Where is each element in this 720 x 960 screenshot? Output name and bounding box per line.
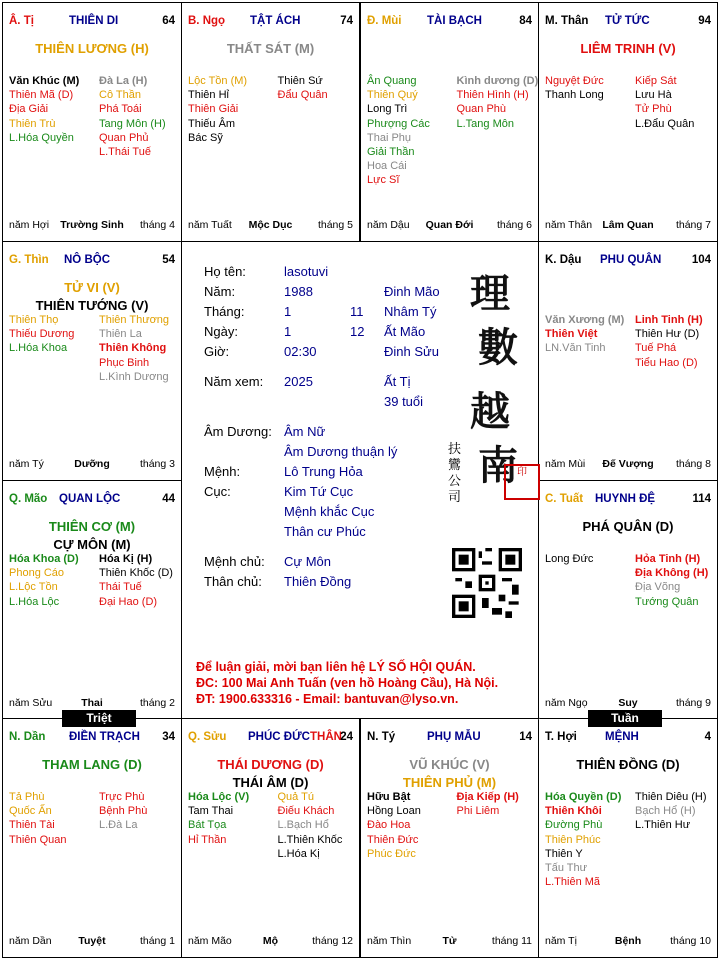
- center-row-canchi: Ất Mão: [384, 324, 426, 339]
- center-row-value: 1: [284, 304, 292, 319]
- center-row-value: 2025: [284, 374, 313, 389]
- minor-star: Thiên Giải: [188, 103, 239, 116]
- palace-branch: Q. Sửu: [188, 731, 227, 743]
- minor-star: Điếu Khách: [277, 805, 335, 818]
- center-row-label: Họ tên:: [204, 264, 246, 279]
- minor-star: Thiên Việt: [545, 328, 598, 341]
- minor-star: Thiên Tài: [9, 819, 55, 832]
- am-duong-value-1: Âm Nữ: [284, 424, 326, 439]
- palace-age: 14: [519, 731, 532, 743]
- minor-star: Tuế Phá: [635, 342, 677, 355]
- calligraphy-char-4: 南: [478, 442, 518, 489]
- major-star: THÁI DƯƠNG (D): [217, 757, 324, 772]
- footer-stage: Lâm Quan: [602, 219, 654, 231]
- palace-age: 94: [698, 15, 711, 27]
- minor-star: Địa Không (H): [635, 567, 709, 580]
- minor-star: Hóa Khoa (D): [9, 553, 79, 565]
- minor-star: L.Hóa Kị: [277, 847, 320, 860]
- footer-stage: Mộc Dục: [248, 219, 293, 231]
- contact-line-3: ĐT: 1900.633316 - Email: bantuvan@lyso.vn.: [196, 692, 459, 706]
- palace-name: PHU QUÂN: [600, 254, 662, 266]
- footer-month: tháng 2: [139, 697, 175, 709]
- palace-branch: Q. Mão: [9, 493, 48, 505]
- am-duong-value-2: Âm Dương thuận lý: [284, 444, 398, 459]
- minor-star: Hữu Bật: [367, 791, 411, 803]
- palace-branch: C. Tuất: [545, 493, 584, 505]
- major-star: THÁI ÂM (D): [232, 775, 309, 790]
- palace-branch: Â. Tị: [9, 15, 34, 27]
- minor-star: Đường Phù: [545, 819, 603, 832]
- footer-stage: Quan Đới: [425, 219, 474, 231]
- minor-star: Thiên Khốc (D): [99, 567, 173, 580]
- minor-star: Phi Liêm: [456, 805, 500, 818]
- palace-branch: T. Hợi: [545, 731, 577, 743]
- major-star: THIÊN CƠ (M): [48, 519, 136, 534]
- minor-star: L.Thiên Hư: [635, 819, 691, 832]
- footer-stage: Đế Vượng: [602, 458, 654, 470]
- cuc-value-1: Kim Tứ Cục: [284, 484, 354, 499]
- major-star: THIÊN PHỦ (M): [402, 775, 497, 790]
- minor-star: L.Thái Tuế: [99, 146, 151, 159]
- minor-star: Lực Sĩ: [367, 174, 400, 187]
- minor-star: Tiểu Hao (D): [635, 356, 698, 369]
- minor-star: L.Bạch Hổ: [277, 819, 329, 832]
- minor-star: Thái Tuế: [99, 581, 142, 594]
- minor-star: Thiên Khôi: [545, 805, 602, 818]
- minor-star: Thiên Quan: [9, 833, 67, 846]
- minor-star: Bác Sỹ: [188, 131, 223, 144]
- footer-month: tháng 5: [317, 219, 353, 231]
- center-row-value: 02:30: [284, 344, 317, 359]
- palace-name: THIÊN DI: [69, 15, 119, 27]
- center-row-canchi: Ất Tị: [384, 374, 411, 389]
- minor-star: Quả Tú: [277, 791, 314, 803]
- minor-star: Thiên Hư (D): [635, 328, 700, 341]
- minor-star: Tấu Thư: [545, 862, 588, 875]
- calligraphy-char-1: 理: [470, 270, 510, 317]
- footer-month: tháng 3: [139, 458, 175, 470]
- center-row-lunar: 12: [350, 324, 365, 339]
- minor-star: Phúc Đức: [367, 847, 416, 860]
- minor-star: Hóa Quyền (D): [545, 791, 622, 803]
- minor-star: Trực Phù: [99, 791, 145, 803]
- palace-branch: B. Ngọ: [188, 15, 226, 27]
- minor-star: Tang Môn (H): [99, 117, 166, 130]
- minor-star: Đại Hao (D): [99, 595, 158, 608]
- contact-line-2: ĐC: 100 Mai Anh Tuấn (ven hồ Hoàng Cầu), Hà Nội.: [196, 676, 499, 690]
- red-seal: 印: [504, 464, 540, 500]
- minor-star: Thiên Trù: [9, 117, 56, 130]
- minor-star: Lộc Tồn (M): [188, 75, 248, 87]
- minor-star: Hồng Loan: [367, 805, 421, 818]
- palace-branch: G. Thìn: [9, 254, 49, 266]
- minor-star: Quan Phù: [456, 103, 507, 116]
- footer-stage: Dưỡng: [74, 458, 110, 470]
- footer-year: năm Sửu: [9, 697, 53, 709]
- menh-label: Mệnh:: [204, 464, 241, 479]
- than-marker: THÂN: [310, 731, 342, 743]
- minor-star: L.Thiên Khốc: [277, 833, 343, 846]
- center-row-label: Ngày:: [204, 324, 238, 339]
- footer-stage: Mộ: [262, 935, 279, 947]
- palace-branch: M. Thân: [545, 15, 589, 27]
- minor-star: Thiên Đức: [367, 833, 419, 846]
- menh-chu-value: Cự Môn: [284, 554, 331, 569]
- minor-star: Quan Phủ: [99, 131, 149, 144]
- footer-month: tháng 6: [496, 219, 532, 231]
- palace-name: TẬT ÁCH: [250, 15, 301, 27]
- center-row-label: Năm xem:: [204, 374, 264, 389]
- palace-age: 114: [692, 493, 711, 505]
- palace-age: 104: [691, 254, 711, 266]
- palace-age: 44: [162, 493, 175, 505]
- minor-star: L.Hóa Khoa: [9, 342, 68, 355]
- qr-code: [452, 548, 522, 618]
- palace-name: ĐIỀN TRẠCH: [69, 731, 140, 743]
- minor-star: Thiên Thương: [99, 314, 170, 326]
- minor-star: Phục Binh: [99, 356, 150, 369]
- major-star: PHÁ QUÂN (D): [582, 519, 674, 534]
- footer-month: tháng 11: [491, 935, 532, 947]
- center-row-label: Giờ:: [204, 344, 230, 359]
- minor-star: Ân Quang: [367, 75, 417, 87]
- minor-star: Tam Thai: [188, 805, 234, 818]
- cuc-value-2: Mệnh khắc Cục: [284, 504, 375, 519]
- calligraphy-char-3: 越: [470, 388, 510, 435]
- footer-month: tháng 10: [670, 935, 711, 947]
- center-info-panel: [181, 241, 539, 719]
- footer-month: tháng 12: [312, 935, 353, 947]
- palace-name: MỆNH: [605, 731, 639, 743]
- footer-year: năm Tý: [9, 458, 44, 470]
- minor-star: Tả Phù: [9, 791, 45, 803]
- palace-branch: N. Tý: [367, 731, 396, 743]
- major-star: TỬ VI (V): [64, 280, 120, 295]
- minor-star: L.Đẩu Quân: [635, 117, 695, 130]
- minor-star: Phượng Các: [367, 117, 430, 130]
- minor-star: Thiên Hình (H): [456, 89, 529, 102]
- minor-star: Thiên Phúc: [545, 833, 601, 846]
- major-star: THIÊN LƯƠNG (H): [35, 41, 149, 56]
- minor-star: L.Hóa Lộc: [9, 595, 60, 608]
- minor-star: Hỏa Tinh (H): [635, 553, 701, 565]
- footer-stage: Bệnh: [614, 935, 642, 947]
- palace-age: 24: [340, 731, 353, 743]
- footer-year: năm Mùi: [545, 458, 586, 470]
- minor-star: Hoa Cái: [367, 160, 407, 173]
- footer-year: năm Mão: [188, 935, 232, 947]
- minor-star: Bát Tọa: [188, 819, 227, 832]
- minor-star: Thiên Mã (D): [9, 89, 74, 102]
- minor-star: Thiên Thọ: [9, 314, 59, 326]
- palace-age: 84: [519, 15, 532, 27]
- footer-year: năm Hợi: [9, 219, 50, 231]
- center-row-value: 1: [284, 324, 292, 339]
- minor-star: Hóa Lộc (V): [188, 791, 250, 803]
- footer-month: tháng 4: [139, 219, 175, 231]
- footer-month: tháng 8: [675, 458, 711, 470]
- footer-year: năm Dậu: [367, 219, 410, 231]
- cuc-value-3: Thân cư Phúc: [284, 524, 366, 539]
- center-row-value: 1988: [284, 284, 313, 299]
- center-row-canchi: Đinh Mão: [384, 284, 440, 299]
- than-chu-value: Thiên Đồng: [284, 574, 352, 589]
- minor-star: Đào Hoa: [367, 819, 411, 832]
- minor-star: L.Tang Môn: [456, 117, 514, 130]
- minor-star: L.Hóa Quyền: [9, 131, 74, 144]
- footer-year: năm Dần: [9, 935, 52, 947]
- minor-star: Thiên Diêu (H): [635, 791, 707, 803]
- cuc-label: Cục:: [204, 484, 231, 499]
- minor-star: Nguyệt Đức: [545, 75, 604, 87]
- minor-star: Thiên Y: [545, 847, 583, 860]
- center-row-lunar: 11: [350, 304, 364, 319]
- minor-star: Thiên Không: [99, 342, 167, 355]
- footer-stage: Trường Sinh: [60, 219, 124, 231]
- minor-star: Văn Khúc (M): [9, 75, 80, 87]
- major-star: THẤT SÁT (M): [226, 41, 315, 56]
- major-star: LIÊM TRINH (V): [580, 41, 676, 56]
- minor-star: L.Thiên Mã: [545, 876, 601, 889]
- minor-star: Thiếu Dương: [9, 328, 75, 341]
- minor-star: Địa Kiếp (H): [456, 791, 519, 803]
- palace-name: TỬ TỨC: [605, 15, 650, 27]
- contact-line-1: Để luận giải, mời bạn liên hệ LÝ SỐ HỘI QUÁN.: [196, 660, 476, 674]
- minor-star: Long Đức: [545, 553, 594, 565]
- triet-marker: Triệt: [62, 710, 136, 727]
- major-star: CỰ MÔN (M): [53, 537, 131, 552]
- footer-stage: Thai: [81, 697, 103, 709]
- minor-star: Thiên Sứ: [277, 75, 323, 87]
- than-chu-label: Thân chủ:: [204, 574, 262, 589]
- minor-star: L.Lộc Tồn: [9, 581, 58, 594]
- palace-branch: N. Dần: [9, 731, 46, 743]
- footer-month: tháng 9: [675, 697, 711, 709]
- footer-stage: Suy: [618, 697, 638, 709]
- footer-year: năm Tuất: [188, 219, 232, 231]
- palace-name: QUAN LỘC: [59, 493, 121, 505]
- minor-star: Linh Tinh (H): [635, 314, 703, 326]
- center-row-canchi: 39 tuổi: [384, 394, 424, 409]
- major-star: THIÊN ĐỒNG (D): [576, 757, 680, 772]
- minor-star: Phá Toái: [99, 103, 142, 116]
- palace-name: HUYNH ĐỆ: [595, 493, 656, 505]
- palace-name: PHỤ MẪU: [427, 731, 481, 743]
- minor-star: Thiên Quý: [367, 89, 418, 102]
- center-row-canchi: Đinh Sửu: [384, 344, 439, 359]
- palace-name: PHÚC ĐỨC: [248, 731, 310, 743]
- palace-name: NÔ BỘC: [64, 254, 110, 266]
- menh-chu-label: Mệnh chủ:: [204, 554, 265, 569]
- minor-star: Đẩu Quân: [277, 89, 328, 102]
- palace-branch: Đ. Mùi: [367, 15, 402, 27]
- major-star: THIÊN TƯỚNG (V): [35, 298, 149, 313]
- minor-star: Tử Phù: [635, 103, 672, 116]
- minor-star: Thai Phụ: [367, 131, 412, 144]
- minor-star: LN.Văn Tinh: [545, 342, 606, 355]
- minor-star: Địa Giải: [9, 103, 49, 116]
- calligraphy-char-2: 數: [478, 324, 518, 371]
- minor-star: Long Trì: [367, 103, 408, 116]
- small-seal-text: 扶鸞公司: [448, 442, 462, 505]
- minor-star: Thiên Hỉ: [188, 89, 229, 102]
- center-row-value: lasotuvi: [284, 264, 329, 279]
- footer-stage: Tử: [442, 935, 457, 947]
- palace-branch: K. Dậu: [545, 254, 582, 266]
- minor-star: Văn Xương (M): [545, 314, 625, 326]
- menh-value: Lô Trung Hỏa: [284, 464, 363, 479]
- palace-age: 34: [162, 731, 175, 743]
- center-row-label: Tháng:: [204, 304, 245, 319]
- minor-star: Địa Võng: [635, 581, 681, 594]
- footer-stage: Tuyệt: [78, 935, 106, 947]
- footer-year: năm Ngọ: [545, 697, 588, 709]
- minor-star: Quốc Ấn: [9, 805, 52, 818]
- am-duong-label: Âm Dương:: [204, 424, 272, 439]
- minor-star: Tướng Quân: [635, 595, 699, 608]
- footer-year: năm Thìn: [367, 935, 412, 947]
- palace-name: TÀI BẠCH: [427, 15, 482, 27]
- minor-star: L.Kình Dương: [99, 370, 169, 383]
- footer-month: tháng 7: [675, 219, 711, 231]
- minor-star: Bạch Hổ (H): [635, 805, 696, 818]
- footer-month: tháng 1: [139, 935, 175, 947]
- major-star: THAM LANG (D): [42, 757, 142, 772]
- minor-star: Giải Thần: [367, 146, 415, 159]
- minor-star: L.Đà La: [99, 819, 138, 832]
- minor-star: Hóa Kị (H): [99, 553, 153, 565]
- minor-star: Thiếu Âm: [188, 117, 236, 130]
- palace-age: 74: [340, 15, 353, 27]
- minor-star: Thanh Long: [545, 89, 604, 102]
- minor-star: Cô Thần: [99, 89, 141, 102]
- major-star: VŨ KHÚC (V): [409, 757, 490, 772]
- minor-star: Đà La (H): [99, 75, 148, 87]
- minor-star: Bệnh Phù: [99, 805, 148, 818]
- minor-star: Thiên La: [99, 328, 142, 341]
- minor-star: Kiếp Sát: [635, 75, 677, 87]
- minor-star: Kình dương (D): [456, 75, 539, 87]
- tuan-marker: Tuần: [588, 710, 662, 727]
- palace-age: 54: [162, 254, 175, 266]
- palace-age: 64: [162, 15, 175, 27]
- center-row-label: Năm:: [204, 284, 236, 299]
- footer-year: năm Tị: [545, 935, 577, 947]
- palace-age: 4: [704, 731, 711, 743]
- footer-year: năm Thân: [545, 219, 593, 231]
- center-row-canchi: Nhâm Tý: [384, 304, 437, 319]
- minor-star: Hỉ Thần: [188, 833, 227, 846]
- minor-star: Phong Cáo: [9, 567, 65, 580]
- minor-star: Lưu Hà: [635, 89, 672, 102]
